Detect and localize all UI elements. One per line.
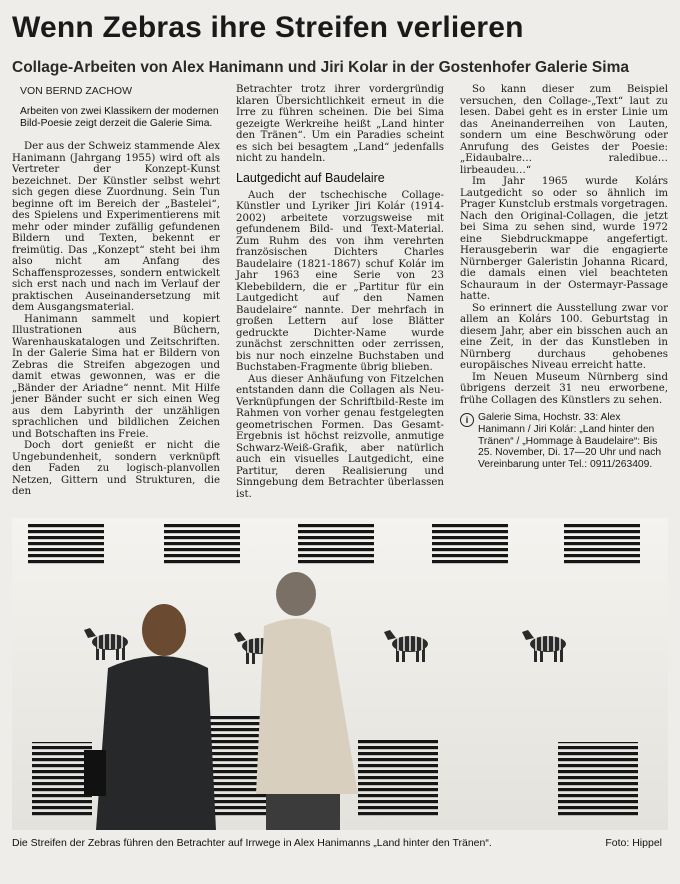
- stripe-panel: [564, 522, 640, 564]
- zebra-image: [84, 628, 128, 660]
- stripe-panel: [164, 522, 240, 564]
- paragraph: Im Neuen Museum Nürnberg sind übrigens derzeit 31 neu erworbene, frühe Collagen des Künstlers zu sehen.: [460, 371, 668, 406]
- exhibition-photo: [12, 518, 668, 830]
- paragraph: Aus dieser Anhäufung von Fitzelchen entstanden dann die Collagen als Neu-Verknüpfungen der Schriftbild-Reste im Rahmen von vorher genau festgelegten geometrischen Formen. Das Gesamt-Ergebnis ist höchst reizvolle, anmutige Schwarz-Weiß-Grafik, aber natürlich auch ein visuelles Lautgedicht, eine Partitur, deren Realisierung und Sinngebung dem Betrachter überlassen ist.: [236, 373, 444, 500]
- stripe-panel: [32, 742, 92, 816]
- visitor-right: [256, 572, 358, 830]
- info-box: [460, 412, 668, 471]
- byline: VON BERND ZACHOW: [20, 85, 133, 97]
- paragraph: Im Jahr 1965 wurde Kolárs Lautgedicht so oder so ähnlich im Prager Kunstclub erstmals vorgetragen. Nach den Original-Collagen, die jetzt bei Sima zu sehen sind, wurde 1972 eine Siebdruckmappe angefertigt. Herausgeberin war die engagierte Nürnberger Galeristin Johanna Ricard, die damals einen viel beachteten Schauraum in der Ostermayr-Passage hatte.: [460, 176, 668, 302]
- info-icon: i: [460, 413, 474, 427]
- teaser: Arbeiten von zwei Klassikern der modernen Bild-Poesie zeigt derzeit die Galerie Sima.: [20, 106, 219, 129]
- column-2: [236, 84, 444, 500]
- caption-text: Die Streifen der Zebras führen den Betrachter auf Irrwege in Alex Hanimanns „Land hinter den Tränen“.: [12, 837, 492, 849]
- photo-illustration: [12, 518, 668, 830]
- paragraph: Auch der tschechische Collage-Künstler und Lyriker Jiri Kolár (1914-2002) arbeitete vorzugsweise mit gefundenem Bild- und Text-Material. Zum Ruhm des von ihm verehrten französischen Dichters Charles Baudelaire (1821-1867) schuf Kolár im Jahr 1963 eine Serie von 23 Klebebildern, die er „Partitur für ein Lautgedicht auf den Namen Baudelaire“ nannte. Der mehrfach in großen Lettern auf lose Blätter gedruckte Dichter-Name wurde zunächst zerschnitten oder zerrissen, bis nur noch einzelne Buchstaben und Buchstaben-Fragmente übrig blieben.: [236, 189, 444, 373]
- info-text: Galerie Sima, Hochstr. 33: Alex Hanimann / Jiri Kolár: „Land hinter den Tränen“ / „Hommage à Baudelaire“: Bis 25. November, Di. 17—20 Uhr und nach Vereinbarung unter Tel.: 0911/263409.: [478, 412, 662, 471]
- paragraph: So erinnert die Ausstellung zwar vor allem an Kolárs 100. Geburtstag in diesem Jahr, aber ein bisschen auch an eine Zeit, in der das Kunstleben in Nürnberg durchaus gehobenes europäisches Niveau erreicht hatte.: [460, 302, 668, 371]
- stripe-panel: [298, 522, 374, 564]
- paragraph: Der aus der Schweiz stammende Alex Hanimann (Jahrgang 1955) wird oft als Vertreter der Konzept-Kunst bezeichnet. Der Künstler selbst wehrt sich gegen diese Zuordnung. Sein Tun beginne oft im Bereich der „Bastelei“, des Spielens und Experimentierens mit mehr oder minder zufällig gefundenen Bildern und Texten, bekennt er freimütig. Das „Konzept“ steht bei ihm also nicht am Anfang des Schaffensprozesses, sondern entwickelt sich erst nach und nach im Verlauf der praktischen Auseinandersetzung mit dem Ausgangsmaterial.: [12, 141, 220, 313]
- zebra-image: [522, 630, 566, 662]
- paragraph: So kann dieser zum Beispiel versuchen, den Collage-„Text“ laut zu lesen. Dabei geht es in erster Linie um das Aneinanderreihen von Lauten, sondern um eine Beschwörung oder Anrufung des Geistes der Poesie: „Eidaubalre… raledibue… lirbeaudeu…“: [460, 84, 668, 176]
- paragraph: Betrachter trotz ihrer vordergründig klaren Übersichtlichkeit erneut in die Irre zu führen scheinen. Die bei Sima gezeigte Werkreihe heißt „Land hinter den Tränen“. Um ein Paradies scheint es sich bei besagtem „Land“ jedenfalls nicht zu handeln.: [236, 84, 444, 164]
- stripe-panel: [358, 740, 438, 816]
- stripe-panel: [28, 522, 104, 564]
- photo-caption: [12, 836, 668, 852]
- paragraph: Doch dort genießt er nicht die Ungebundenheit, sondern verknüpft den Faden zu logisch-planvollen Netzen, Gittern und Strukturen, die den: [12, 440, 220, 497]
- subheadline: Collage-Arbeiten von Alex Hanimann und Jiri Kolar in der Gostenhofer Galerie Sima: [12, 59, 629, 76]
- column-1: [12, 84, 220, 498]
- section-subhead: Lautgedicht auf Baudelaire: [236, 170, 385, 185]
- paragraph: Hanimann sammelt und kopiert Illustrationen aus Büchern, Warenhauskatalogen und Zeitschriften. In der Galerie Sima hat er Bildern von Zebras die Streifen abgezogen und damit etwas gewonnen, was er die „Bänder der Ariadne“ nennt. Mit Hilfe jener Bänder sucht er sich einen Weg aus dem Labyrinth der unzähligen sprachlichen und bildlichen Zeichen und Botschaften ins Freie.: [12, 313, 220, 440]
- column-3: [460, 84, 668, 471]
- stripe-panel: [432, 522, 508, 564]
- headline: Wenn Zebras ihre Streifen verlieren: [12, 11, 524, 44]
- zebra-image: [384, 630, 428, 662]
- stripe-panel: [558, 742, 638, 816]
- photo-credit: Foto: Hippel: [605, 837, 662, 849]
